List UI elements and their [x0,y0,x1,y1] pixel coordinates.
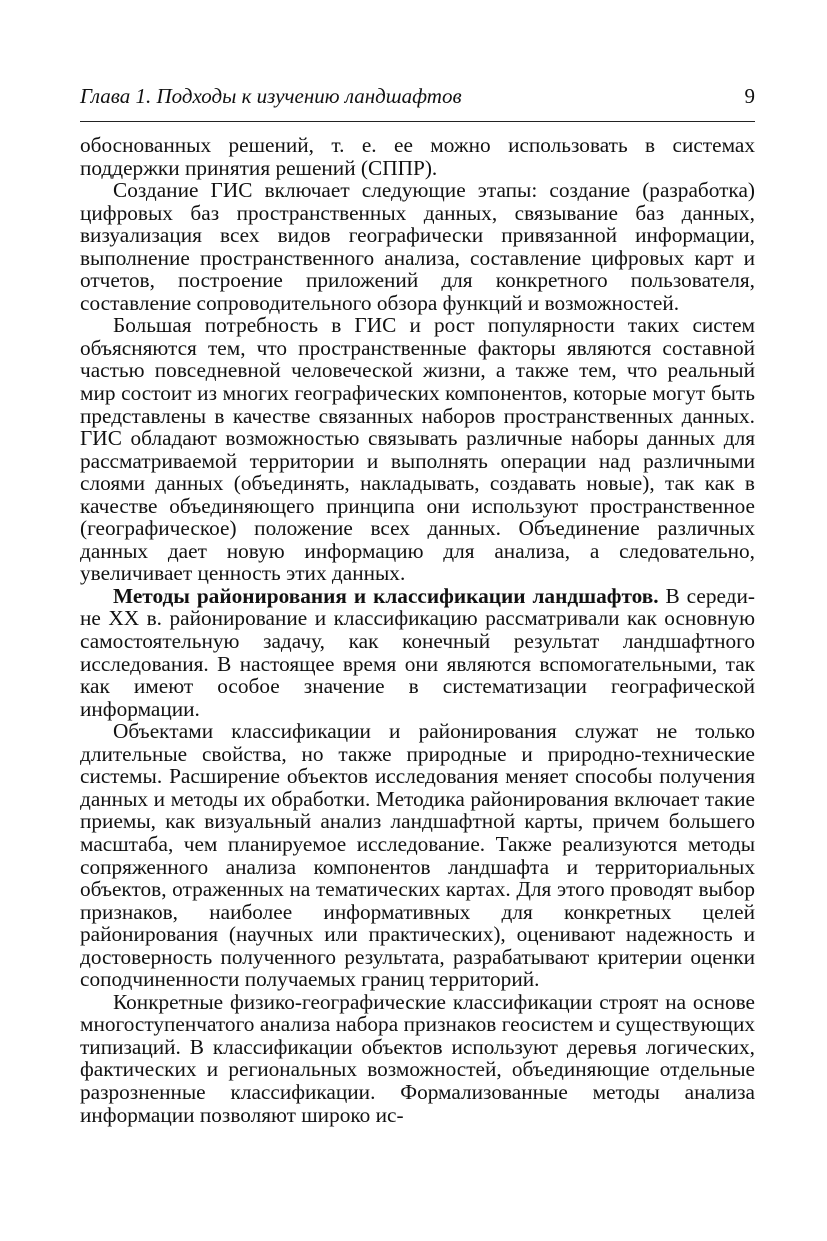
header-rule [80,121,755,122]
paragraph-text: В середине XX в. районирование и классификацию рассматривали как основную самостоятельную задачу, как конечный результат ландшафтного исследования. В настоящее время они являются вспомогательными, так как имеют особое значение в систематизации географической информации. [80,583,755,721]
section-run-in-heading: Методы районирования и классификации ландшафтов. [113,583,659,608]
paragraph-continuation [80,134,755,179]
running-title: Глава 1. Подходы к изучению ландшафтов [80,84,462,108]
paragraph-text: обоснованных решений, т. е. ее можно использовать в системах поддержки принятия решений (СППР). [80,133,755,180]
page-header [80,84,755,112]
page-number: 9 [744,84,755,108]
paragraph-methods [80,585,755,720]
paragraph-text: Создание ГИС включает следующие этапы: создание (разработка) цифровых баз пространственных данных, связывание баз данных, визуализация всех видов географически привязанной информации, выполнение пространственного анализа, составление цифровых карт и отчетов, построение приложений для конкретного пользователя, составление сопроводительного обзора функций и возможностей. [80,178,755,315]
paragraph-text: Объектами классификации и районирования служат не только длительные свойства, но также природные и природно-технические системы. Расширение объектов исследования меняет способы получения данных и методы их обработки. Методика районирования включает такие приемы, как визуальный анализ ландшафтной карты, причем большего масштаба, чем планируемое исследование. Также реализуются методы сопряженного анализа компонентов ландшафта и территориальных объектов, отраженных на тематических картах. Для этого проводят выбор признаков, наиболее информативных для конкретных целей районирования (научных или практических), оценивают надежность и достоверность полученного результата, разрабатывают критерии оценки соподчиненности получаемых границ территорий. [80,719,755,992]
paragraph-objects [80,720,755,991]
paragraph-text: Большая потребность в ГИС и рост популярности таких систем объясняются тем, что пространственные факторы являются составной частью повседневной человеческой жизни, а также тем, что реальный мир состоит из многих географических компонентов, которые могут быть представлены в качестве связанных наборов пространственных данных. ГИС обладают возможностью связывать различные наборы данных для рассматриваемой территории и выполнять операции над различными слоями данных (объединять, накладывать, создавать новые), так как в качестве объединяющего принципа они используют пространственное (географическое) положение всех данных. Объединение различных данных дает новую информацию для анализа, а следовательно, увеличивает ценность этих данных. [80,313,755,586]
paragraph-classifications [80,991,755,1126]
paragraph-text: Конкретные физико-географические классификации строят на основе многоступенчатого анализа набора признаков геосистем и существующих типизаций. В классификации объектов используют деревья логических, фактических и региональных возможностей, объединяющие отдельные разрозненные классификации. Формализованные методы анализа информации позволяют широко ис- [80,989,755,1127]
paragraph-gis-stages [80,179,755,314]
body-text [80,134,755,1126]
paragraph-gis-demand [80,314,755,585]
